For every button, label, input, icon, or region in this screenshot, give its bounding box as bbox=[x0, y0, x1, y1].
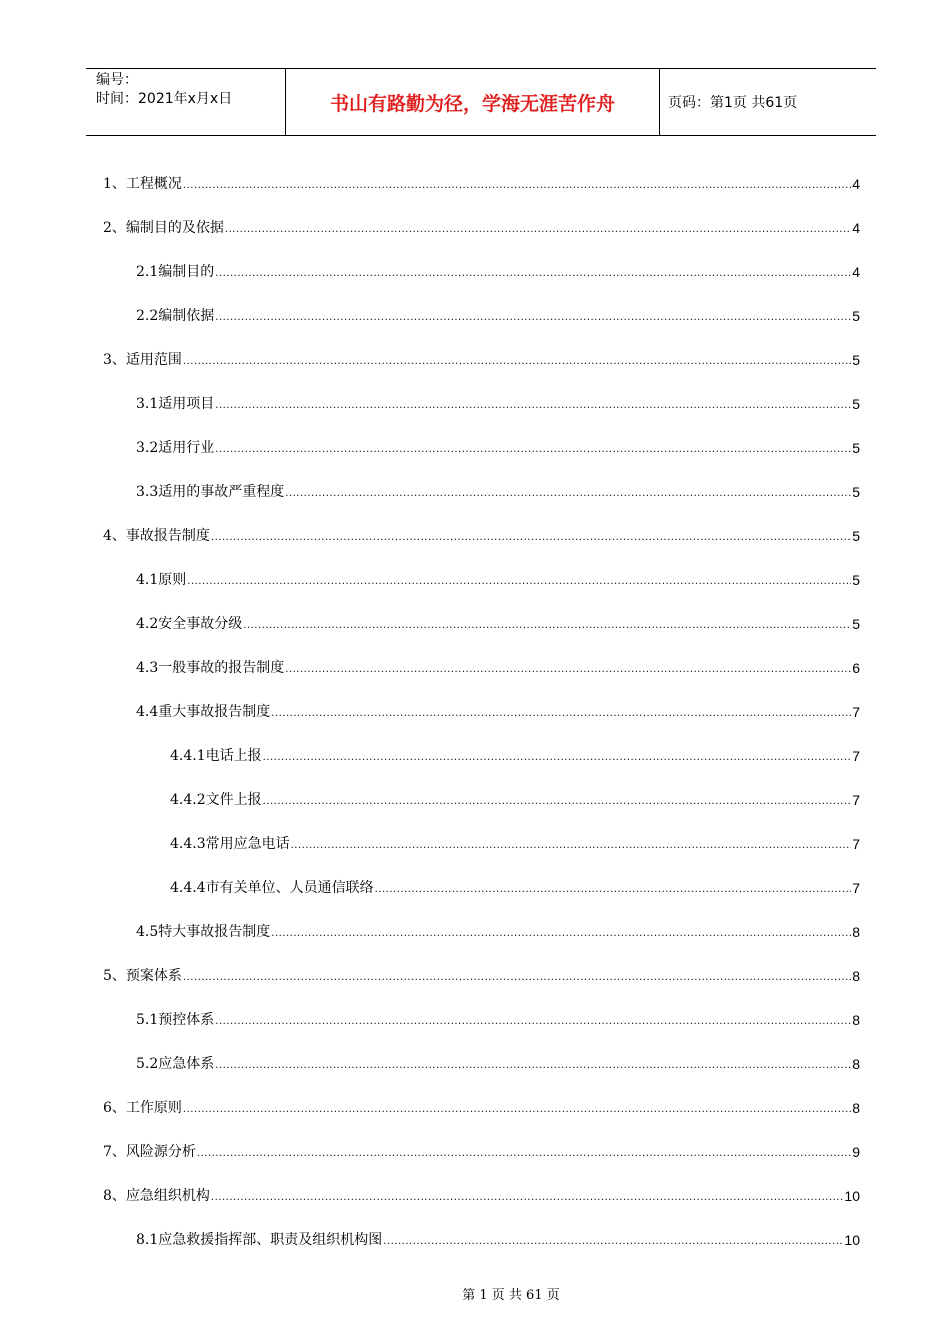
toc-entry-title: 5.1预控体系 bbox=[136, 1012, 215, 1028]
toc-entry[interactable] bbox=[136, 610, 860, 634]
toc-dot-leader bbox=[211, 530, 851, 546]
toc-entry-title: 5、预案体系 bbox=[103, 968, 182, 984]
toc-entry[interactable] bbox=[136, 566, 860, 590]
toc-entry[interactable] bbox=[103, 1182, 860, 1206]
toc-entry-page: 5 bbox=[852, 396, 860, 412]
toc-entry[interactable] bbox=[170, 786, 860, 810]
toc-dot-leader bbox=[271, 926, 851, 942]
header-time: 时间：2021年x月x日 bbox=[96, 91, 233, 107]
toc-entry-page: 8 bbox=[852, 1056, 860, 1072]
toc-entry[interactable] bbox=[136, 478, 860, 502]
toc-entry-title: 8.1应急救援指挥部、职责及组织机构图 bbox=[136, 1232, 383, 1248]
toc-entry-title: 2.2编制依据 bbox=[136, 308, 215, 324]
toc-entry-title: 8、应急组织机构 bbox=[103, 1188, 210, 1204]
toc-entry-page: 5 bbox=[852, 352, 860, 368]
toc-dot-leader bbox=[215, 266, 851, 282]
toc-dot-leader bbox=[197, 1146, 851, 1162]
toc-entry-title: 3.1适用项目 bbox=[136, 396, 215, 412]
toc-dot-leader bbox=[215, 1014, 851, 1030]
toc-dot-leader bbox=[285, 662, 851, 678]
toc-entry-title: 4.4.1电话上报 bbox=[170, 748, 262, 764]
toc-entry-title: 1、工程概况 bbox=[103, 176, 182, 192]
toc-entry-page: 10 bbox=[844, 1188, 860, 1204]
toc-entry-page: 5 bbox=[852, 616, 860, 632]
toc-entry[interactable] bbox=[136, 698, 860, 722]
toc-entry-page: 5 bbox=[852, 308, 860, 324]
toc-entry-page: 4 bbox=[852, 176, 860, 192]
toc-entry-page: 5 bbox=[852, 484, 860, 500]
toc-dot-leader bbox=[215, 1058, 851, 1074]
page-footer: 第 1 页 共 61 页 bbox=[462, 1288, 560, 1303]
toc-entry-title: 6、工作原则 bbox=[103, 1100, 182, 1116]
toc-dot-leader bbox=[375, 882, 852, 898]
toc-entry[interactable] bbox=[170, 742, 860, 766]
toc-entry[interactable] bbox=[170, 874, 860, 898]
toc-entry-title: 5.2应急体系 bbox=[136, 1056, 215, 1072]
toc-entry[interactable] bbox=[103, 170, 860, 194]
toc-entry-title: 2.1编制目的 bbox=[136, 264, 215, 280]
toc-entry[interactable] bbox=[136, 1006, 860, 1030]
toc-dot-leader bbox=[183, 970, 851, 986]
toc-entry-page: 4 bbox=[852, 220, 860, 236]
toc-entry-page: 8 bbox=[852, 1100, 860, 1116]
toc-entry-page: 8 bbox=[852, 968, 860, 984]
toc-entry[interactable] bbox=[136, 258, 860, 282]
toc-entry[interactable] bbox=[136, 1050, 860, 1074]
toc-dot-leader bbox=[183, 178, 851, 194]
toc-dot-leader bbox=[215, 310, 851, 326]
toc-dot-leader bbox=[263, 750, 852, 766]
toc-dot-leader bbox=[263, 794, 852, 810]
toc-dot-leader bbox=[183, 354, 851, 370]
toc-entry[interactable] bbox=[136, 302, 860, 326]
toc-dot-leader bbox=[215, 398, 851, 414]
toc-dot-leader bbox=[211, 1190, 844, 1206]
toc-dot-leader bbox=[187, 574, 851, 590]
toc-entry[interactable] bbox=[103, 522, 860, 546]
toc-entry-title: 4.4.4市有关单位、人员通信联络 bbox=[170, 880, 374, 896]
toc-dot-leader bbox=[271, 706, 851, 722]
toc-dot-leader bbox=[383, 1234, 843, 1250]
toc-dot-leader bbox=[183, 1102, 851, 1118]
toc-entry[interactable] bbox=[103, 214, 860, 238]
header-motto: 书山有路勤为径，学海无涯苦作舟 bbox=[286, 69, 660, 135]
toc-entry-page: 6 bbox=[852, 660, 860, 676]
toc-entry[interactable] bbox=[136, 654, 860, 678]
toc-entry-page: 7 bbox=[852, 704, 860, 720]
toc-entry-title: 4.5特大事故报告制度 bbox=[136, 924, 271, 940]
toc-entry[interactable] bbox=[103, 346, 860, 370]
toc-entry-title: 7、风险源分析 bbox=[103, 1144, 196, 1160]
toc-entry-page: 8 bbox=[852, 1012, 860, 1028]
toc-entry-title: 4.4重大事故报告制度 bbox=[136, 704, 271, 720]
toc-entry[interactable] bbox=[136, 390, 860, 414]
header-meta bbox=[86, 69, 286, 135]
toc-entry-title: 4、事故报告制度 bbox=[103, 528, 210, 544]
toc-entry-title: 3、适用范围 bbox=[103, 352, 182, 368]
toc-entry-title: 4.2安全事故分级 bbox=[136, 616, 243, 632]
header-page-code: 页码：第1页 共61页 bbox=[668, 95, 798, 111]
toc-entry-title: 2、编制目的及依据 bbox=[103, 220, 224, 236]
toc-entry-page: 7 bbox=[852, 880, 860, 896]
toc-entry-page: 8 bbox=[852, 924, 860, 940]
toc-entry-page: 5 bbox=[852, 528, 860, 544]
toc-entry-title: 3.3适用的事故严重程度 bbox=[136, 484, 285, 500]
toc-dot-leader bbox=[225, 222, 851, 238]
toc-dot-leader bbox=[215, 442, 851, 458]
toc-entry-page: 7 bbox=[852, 748, 860, 764]
toc-entry-page: 7 bbox=[852, 792, 860, 808]
toc-entry-title: 4.3一般事故的报告制度 bbox=[136, 660, 285, 676]
toc-entry[interactable] bbox=[136, 918, 860, 942]
toc-entry[interactable] bbox=[103, 1094, 860, 1118]
page-header bbox=[86, 68, 876, 136]
toc-dot-leader bbox=[243, 618, 851, 634]
toc-dot-leader bbox=[291, 838, 852, 854]
toc-entry-title: 4.1原则 bbox=[136, 572, 187, 588]
header-number: 编号： bbox=[96, 72, 138, 88]
toc-entry-title: 4.4.2文件上报 bbox=[170, 792, 262, 808]
toc-entry[interactable] bbox=[103, 1138, 860, 1162]
toc-entry-page: 7 bbox=[852, 836, 860, 852]
toc-entry[interactable] bbox=[136, 1226, 860, 1250]
toc-entry-page: 4 bbox=[852, 264, 860, 280]
toc-entry-page: 10 bbox=[844, 1232, 860, 1248]
toc-entry-page: 9 bbox=[852, 1144, 860, 1160]
toc-entry-page: 5 bbox=[852, 440, 860, 456]
toc-entry-title: 4.4.3常用应急电话 bbox=[170, 836, 290, 852]
toc-entry[interactable] bbox=[170, 830, 860, 854]
toc-entry[interactable] bbox=[103, 962, 860, 986]
toc-entry-title: 3.2适用行业 bbox=[136, 440, 215, 456]
toc-entry-page: 5 bbox=[852, 572, 860, 588]
toc-entry[interactable] bbox=[136, 434, 860, 458]
toc-dot-leader bbox=[285, 486, 851, 502]
